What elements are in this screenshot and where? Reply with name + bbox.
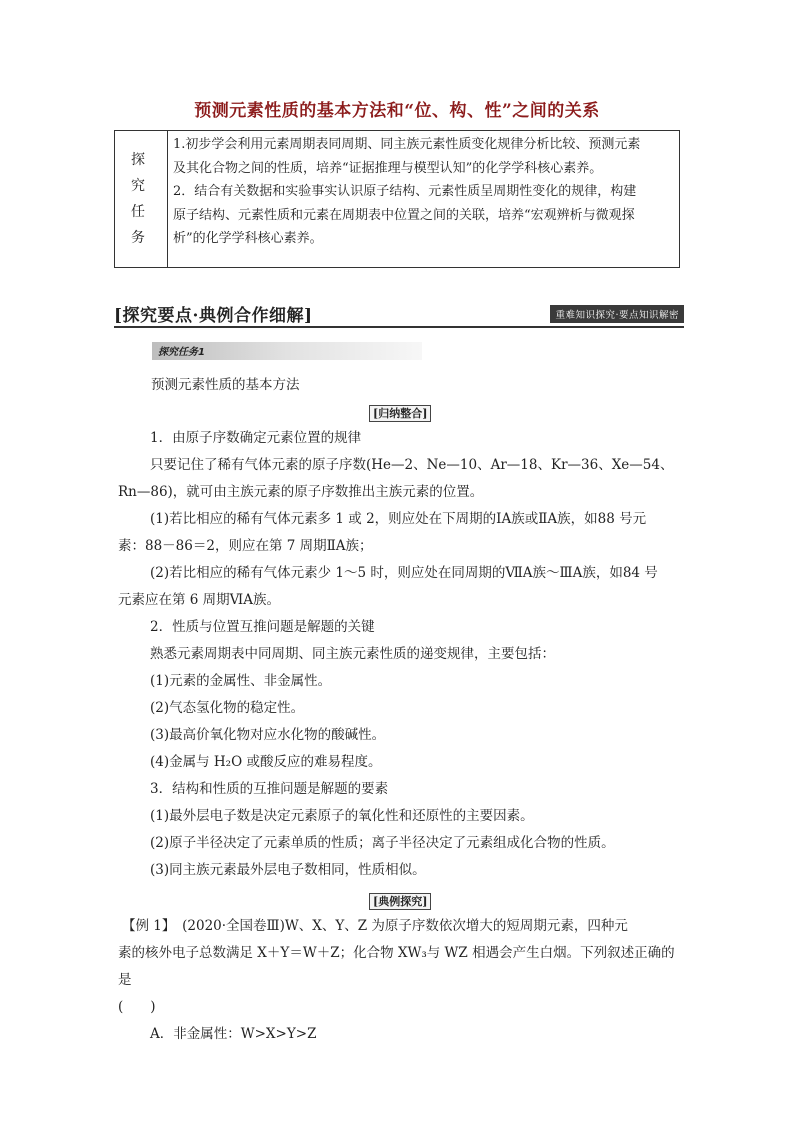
objective-2-line1: 2．结合有关数据和实验事实认识原子结构、元素性质呈周期性变化的规律，构建 [173,184,637,200]
objectives-table [114,130,680,268]
section-divider [114,326,684,328]
list-item: (1)元素的金属性、非金属性。 [150,673,332,689]
objectives-label-line1: 探 究 [131,152,151,194]
list-item: (3)最高价氧化物对应水化物的酸碱性。 [150,727,386,743]
objective-2-line2: 原子结构、元素性质和元素在周期表中位置之间的关联，培养“宏观辨析与微观探 [173,207,635,223]
objective-1-line1: 1.初步学会利用元素周期表同周期、同主族元素性质变化规律分析比较、预测元素 [173,137,641,152]
paragraph-line: 元素应在第 6 周期ⅥA族。 [118,592,280,608]
list-item: (2)气态氢化物的稳定性。 [150,700,305,716]
objective-2-line3: 析”的化学学科核心素养。 [173,231,323,247]
list-item: (3)同主族元素最外层电子数相同，性质相似。 [150,862,426,878]
objectives-label-cell [115,131,168,267]
paragraph-line: (1)若比相应的稀有气体元素多 1 或 2，则应处在下周期的ⅠA族或ⅡA族，如88 号元 [150,511,647,527]
list-item: (4)金属与 H₂O 或酸反应的难易程度。 [150,754,382,770]
paragraph-line: 素：88－86＝2，则应在第 7 周期ⅡA族； [118,538,373,554]
task-banner-label: 探究任务1 [158,347,205,358]
objectives-content [173,133,673,251]
objective-1-line2: 及其化合物之间的性质，培养“证据推理与模型认知”的化学学科核心素养。 [173,160,603,176]
paragraph-line: (2)若比相应的稀有气体元素少 1～5 时，则应处在同周期的ⅦA族～ⅢA族，如84 号 [150,565,658,581]
example-line: 素的核外电子总数满足 X＋Y＝W＋Z；化合物 XW₃与 WZ 相遇会产生白烟。下列叙述正确的是 [118,945,675,988]
rule-1-heading: 1．由原子序数确定元素位置的规律 [150,430,362,446]
section-header [114,301,684,325]
answer-blank: ( ) [118,999,156,1015]
example-label: [典例探究] [369,893,431,910]
example-body [118,913,678,1048]
paragraph-line: 只要记住了稀有气体元素的原子序数(He—2、Ne—10、Ar—18、Kr—36、Xe—54、 [150,457,674,473]
section-tag: 重难知识探究·要点知识解密 [550,305,684,323]
section-title: [探究要点·典例合作细解] [114,306,313,326]
objectives-label [124,147,158,251]
summary-body [118,425,678,884]
summary-label: [归纳整合] [369,405,431,422]
list-item: (1)最外层电子数是决定元素原子的氧化性和还原性的主要因素。 [150,808,534,824]
paragraph-line: Rn—86)，就可由主族元素的原子序数推出主族元素的位置。 [118,484,484,500]
objectives-label-line2: 任 务 [131,204,151,246]
page-title: 预测元素性质的基本方法和“位、构、性”之间的关系 [194,101,600,121]
task-banner [152,342,422,360]
rule-2-heading: 2．性质与位置互推问题是解题的关键 [150,619,375,635]
rule-3-heading: 3．结构和性质的互推问题是解题的要素 [150,781,389,797]
option-a: A．非金属性：W>X>Y>Z [150,1026,317,1042]
list-item: (2)原子半径决定了元素单质的性质；离子半径决定了元素组成化合物的性质。 [150,835,615,851]
subheading: 预测元素性质的基本方法 [151,377,300,393]
example-line: 【例 1】 (2020·全国卷Ⅲ)W、X、Y、Z 为原子序数依次增大的短周期元素，四种元 [122,918,628,934]
paragraph-line: 熟悉元素周期表中同周期、同主族元素性质的递变规律，主要包括： [150,646,555,662]
